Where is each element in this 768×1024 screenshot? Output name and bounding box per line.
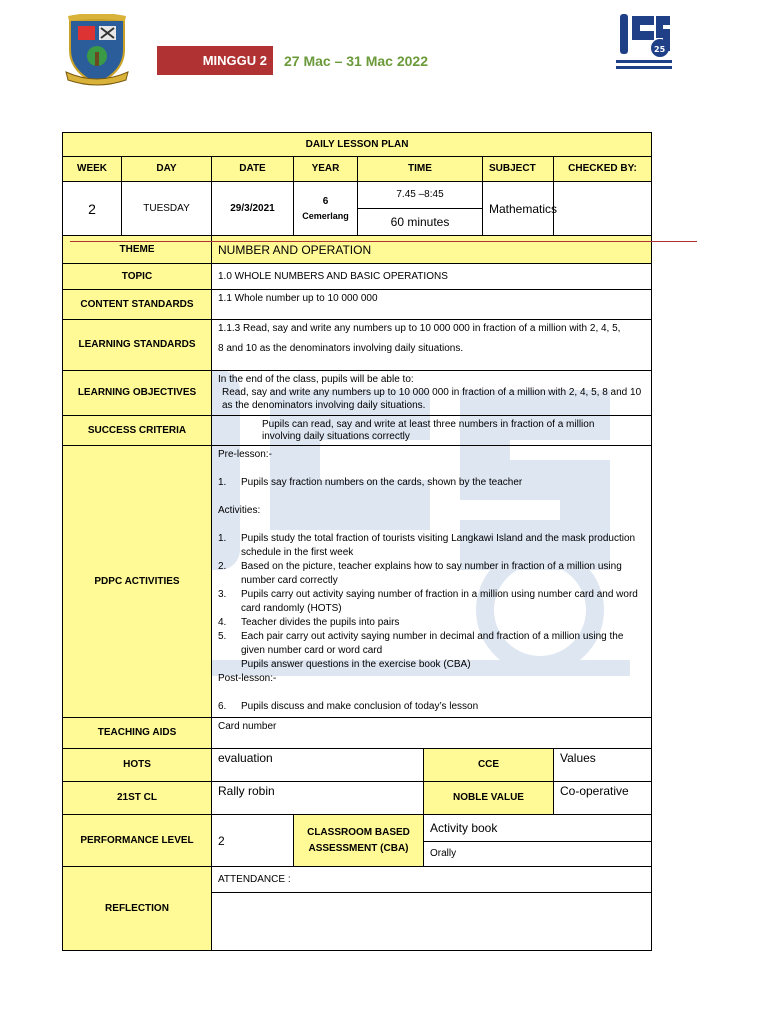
- checked-by-value: [554, 182, 652, 236]
- theme-value: NUMBER AND OPERATION: [212, 236, 652, 264]
- list-item: 5. Each pair carry out activity saying number in decimal and fraction of a million using the given number card or word card: [218, 631, 624, 656]
- 21st-cl-value: Rally robin: [212, 782, 424, 815]
- pdpc-activities: [212, 446, 652, 718]
- list-item: 6. Pupils discuss and make conclusion of today’s lesson: [218, 701, 479, 712]
- 21st-cl-label: 21ST CL: [63, 782, 212, 815]
- learning-objectives-intro: In the end of the class, pupils will be able to:: [218, 374, 414, 385]
- activities-label: Activities:: [218, 505, 261, 516]
- learning-objectives-text: Read, say and write any numbers up to 10 000 000 in fraction of a million with 2, 4, 5, 8 and 10 as the denominators involving daily situations.: [222, 387, 642, 411]
- teaching-aids-value: Card number: [212, 718, 652, 749]
- hots-value: evaluation: [212, 749, 424, 782]
- plan-title: DAILY LESSON PLAN: [63, 133, 652, 157]
- year-class: Cemerlang: [302, 210, 349, 221]
- success-criteria-label: SUCCESS CRITERIA: [63, 416, 212, 446]
- content-standards-label: CONTENT STANDARDS: [63, 290, 212, 320]
- learning-standards-label: LEARNING STANDARDS: [63, 320, 212, 371]
- list-item: 1. Pupils study the total fraction of tourists visiting Langkawi Island and the mask production schedule in the first week: [218, 533, 636, 558]
- school-crest-logo: [64, 14, 130, 90]
- list-item: 3. Pupils carry out activity saying number of fraction in a million using number card and word card randomly (HOTS): [218, 589, 638, 614]
- duration-value: 60 minutes: [358, 209, 483, 236]
- date-value: 29/3/2021: [212, 182, 294, 236]
- week-header: WEEK: [63, 157, 122, 182]
- cba-label: CLASSROOM BASED ASSESSMENT (CBA): [294, 815, 424, 867]
- learning-standards-value: [212, 320, 652, 371]
- day-header: DAY: [122, 157, 212, 182]
- list-item: Pupils answer questions in the exercise book (CBA): [241, 659, 471, 670]
- topic-label: TOPIC: [63, 264, 212, 290]
- day-value: TUESDAY: [122, 182, 212, 236]
- year-header: YEAR: [294, 157, 358, 182]
- daily-lesson-plan-table: [62, 132, 652, 951]
- pdpc-label: PDPC ACTIVITIES: [63, 446, 212, 718]
- attendance-field: ATTENDANCE :: [212, 867, 652, 893]
- post-lesson-label: Post-lesson:-: [218, 673, 277, 684]
- learning-objectives-label: LEARNING OBJECTIVES: [63, 371, 212, 416]
- list-item: 1. Pupils say fraction numbers on the cards, shown by the teacher: [218, 477, 523, 488]
- cba-value-2: Orally: [424, 842, 652, 867]
- performance-level-label: PERFORMANCE LEVEL: [63, 815, 212, 867]
- subject-header: SUBJECT: [483, 157, 554, 182]
- red-divider-line: [70, 241, 697, 242]
- topic-value: 1.0 WHOLE NUMBERS AND BASIC OPERATIONS: [212, 264, 652, 290]
- cba-value-1: Activity book: [424, 815, 652, 842]
- checked-by-header: CHECKED BY:: [554, 157, 652, 182]
- learning-objectives-value: [212, 371, 652, 416]
- reflection-label: REFLECTION: [63, 867, 212, 951]
- subject-value: Mathematics: [483, 182, 554, 236]
- learning-standards-line-2: 8 and 10 as the denominators involving daily situations.: [218, 343, 464, 354]
- theme-label: THEME: [63, 236, 212, 264]
- week-banner: MINGGU 2: [157, 46, 273, 75]
- time-range: 7.45 –8:45: [358, 182, 483, 209]
- noble-value-value: Co-operative: [554, 782, 652, 815]
- list-item: 4. Teacher divides the pupils into pairs: [218, 617, 400, 628]
- date-range: 27 Mac – 31 Mac 2022: [284, 53, 428, 69]
- noble-value-label: NOBLE VALUE: [424, 782, 554, 815]
- reflection-notes: [212, 893, 652, 951]
- learning-standards-line-1: 1.1.3 Read, say and write any numbers up to 10 000 000 in fraction of a million with 2, 4, 5,: [218, 323, 621, 334]
- cce-value: Values: [554, 749, 652, 782]
- week-value: 2: [63, 182, 122, 236]
- svg-text:25: 25: [654, 45, 666, 54]
- cce-label: CCE: [424, 749, 554, 782]
- date-header: DATE: [212, 157, 294, 182]
- teaching-aids-label: TEACHING AIDS: [63, 718, 212, 749]
- success-criteria-value: Pupils can read, say and write at least three numbers in fraction of a million involving daily situations correctly: [212, 416, 652, 446]
- list-item: 2. Based on the picture, teacher explains how to say number in fraction of a million using number card correctly: [218, 561, 622, 586]
- content-standards-value: 1.1 Whole number up to 10 000 000: [212, 290, 652, 320]
- time-header: TIME: [358, 157, 483, 182]
- pre-lesson-label: Pre-lesson:-: [218, 449, 272, 460]
- year-value: [294, 182, 358, 236]
- hots-label: HOTS: [63, 749, 212, 782]
- performance-level-value: 2: [212, 815, 294, 867]
- ipg-25-logo: [614, 10, 674, 74]
- year-number: 6: [322, 195, 329, 207]
